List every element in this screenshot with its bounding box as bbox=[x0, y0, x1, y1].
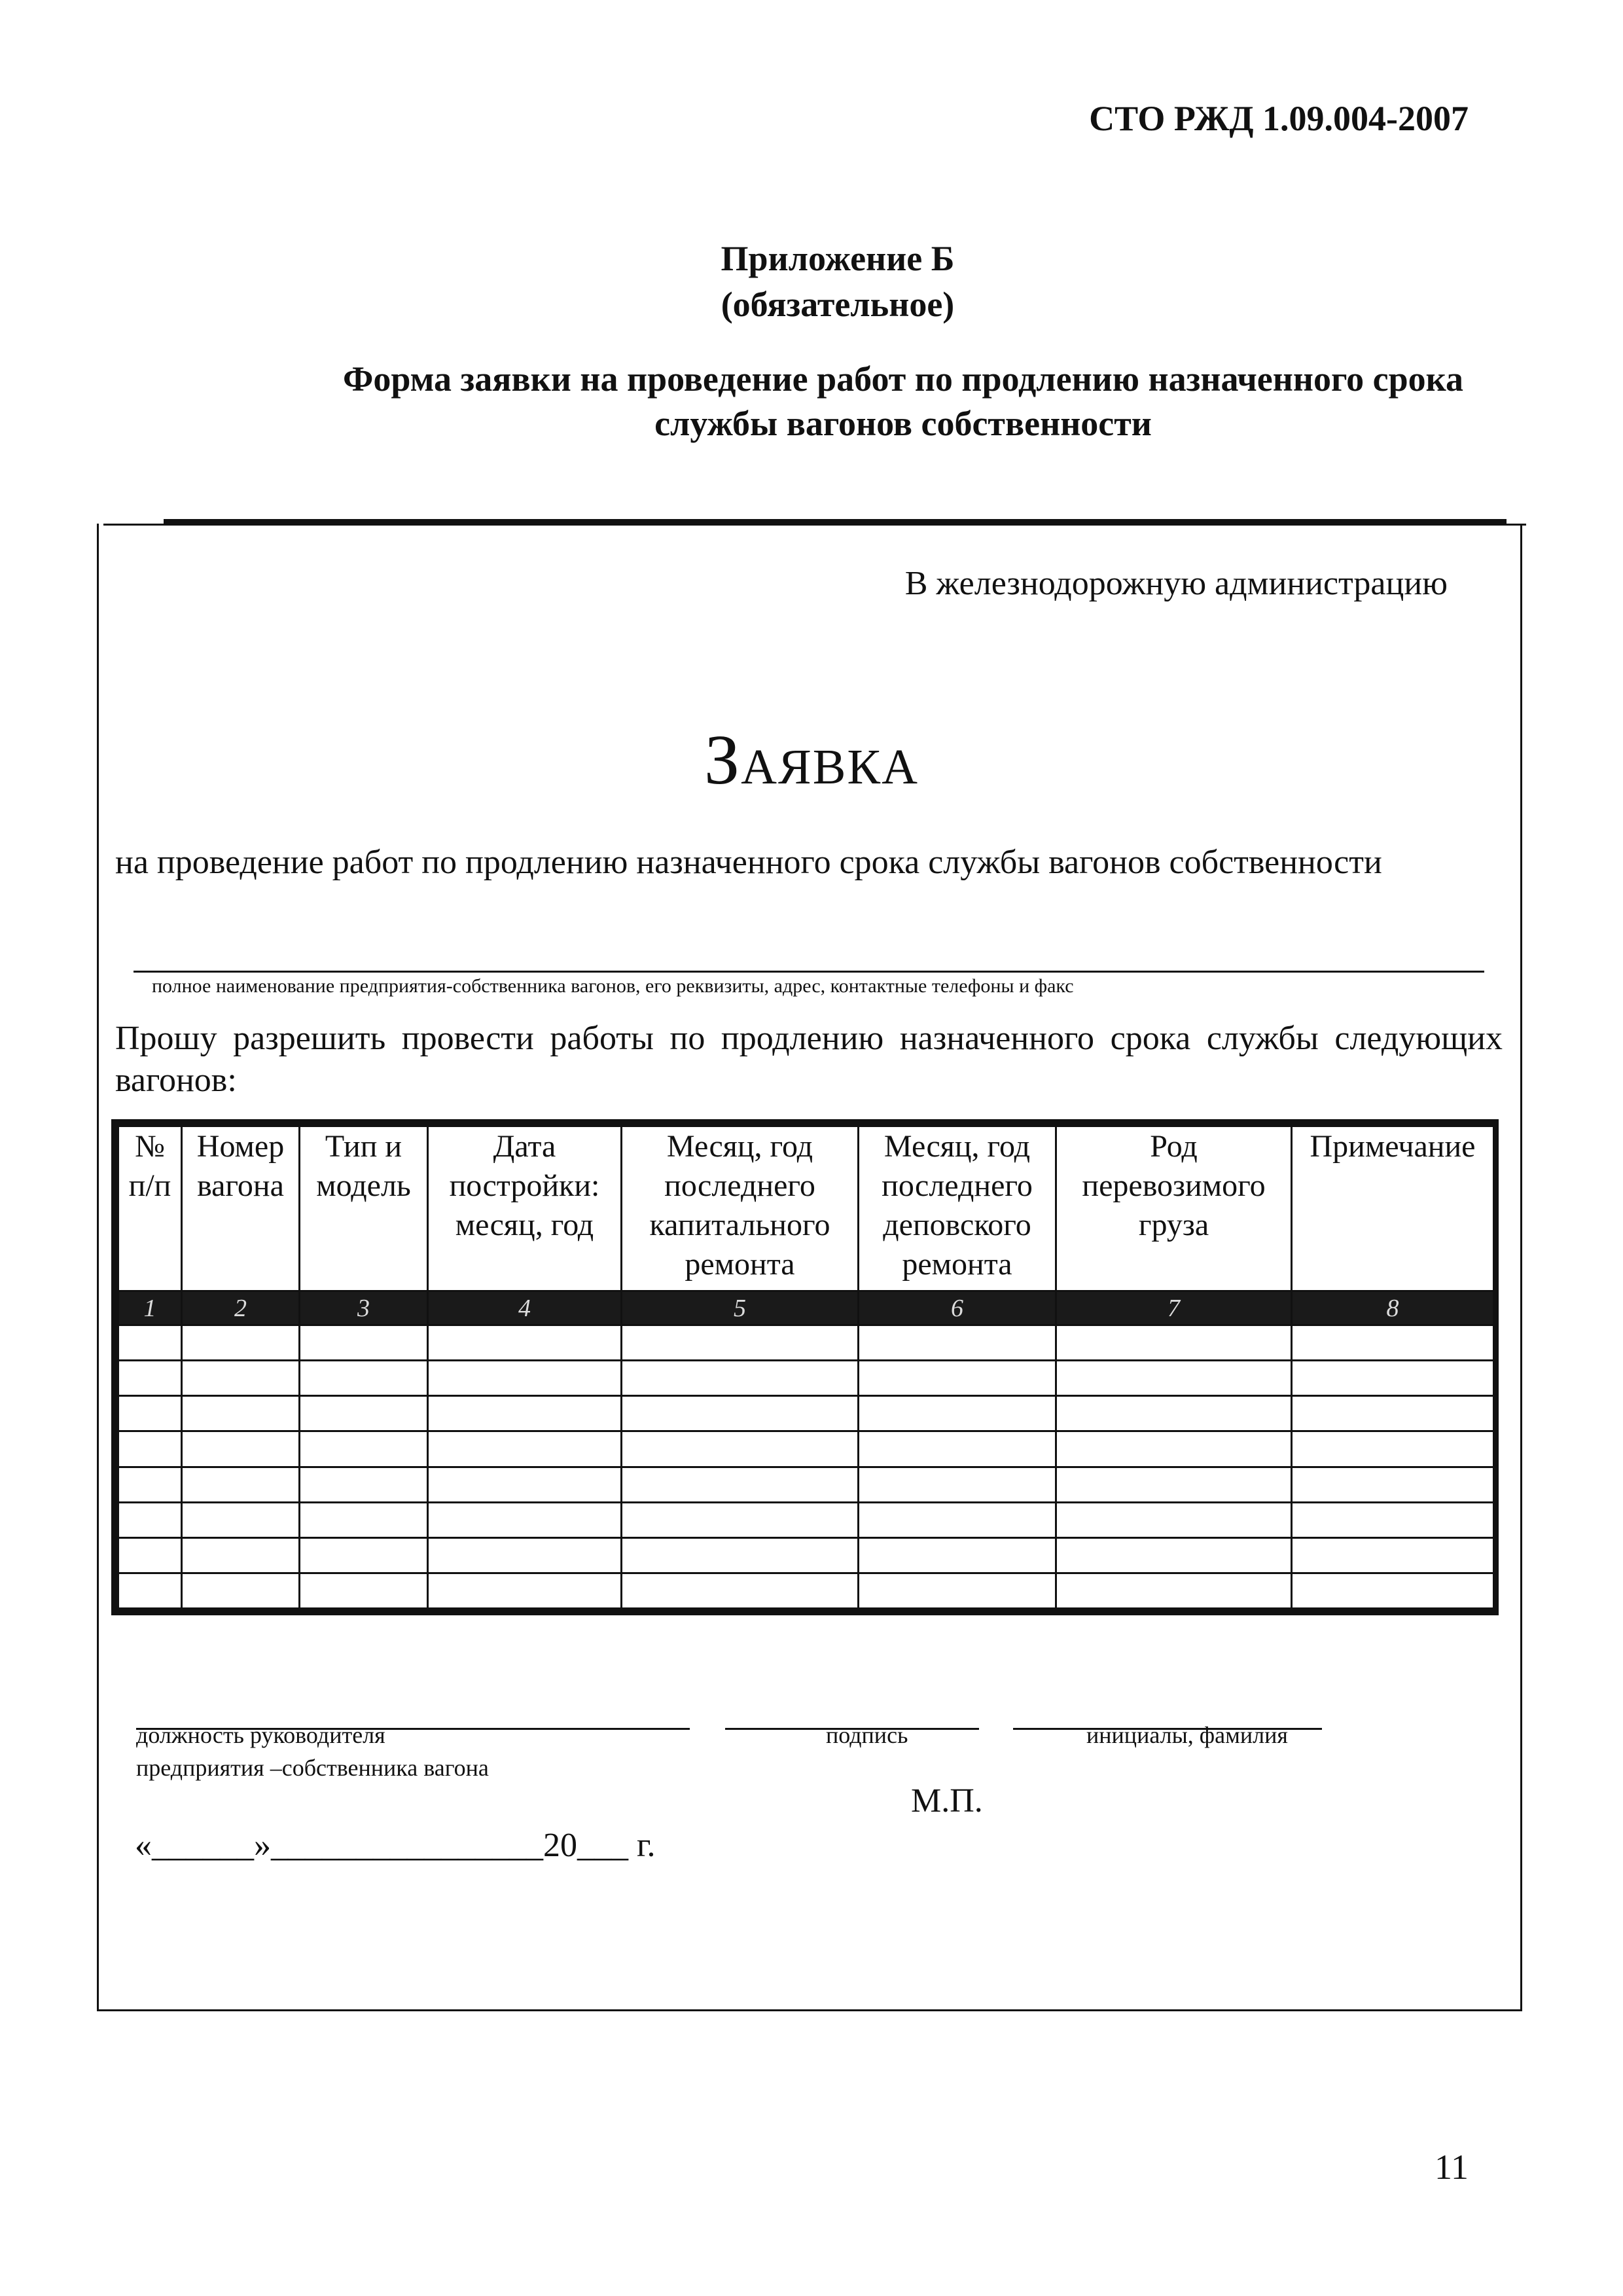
table-cell[interactable] bbox=[428, 1431, 622, 1467]
col-number-1: 1 bbox=[118, 1291, 182, 1325]
table-cell[interactable] bbox=[1292, 1573, 1494, 1608]
table-row bbox=[118, 1431, 1494, 1467]
table-cell[interactable] bbox=[182, 1502, 300, 1537]
table-row bbox=[118, 1502, 1494, 1537]
frame-top-border bbox=[103, 524, 1526, 526]
col-header-note: Примечание bbox=[1292, 1126, 1494, 1291]
table-cell[interactable] bbox=[182, 1325, 300, 1361]
col-number-4: 4 bbox=[428, 1291, 622, 1325]
table-row bbox=[118, 1396, 1494, 1431]
table-cell[interactable] bbox=[300, 1502, 428, 1537]
table-cell[interactable] bbox=[622, 1573, 859, 1608]
table-cell[interactable] bbox=[182, 1467, 300, 1502]
table-row bbox=[118, 1537, 1494, 1573]
table-cell[interactable] bbox=[118, 1573, 182, 1608]
table-cell[interactable] bbox=[118, 1502, 182, 1537]
table-cell[interactable] bbox=[859, 1573, 1056, 1608]
wagons-table-grid bbox=[117, 1125, 1495, 1609]
table-cell[interactable] bbox=[622, 1431, 859, 1467]
table-cell[interactable] bbox=[300, 1537, 428, 1573]
form-heading: Заявка bbox=[704, 721, 919, 799]
table-cell[interactable] bbox=[118, 1537, 182, 1573]
table-cell[interactable] bbox=[118, 1325, 182, 1361]
table-row bbox=[118, 1325, 1494, 1361]
col-header-capital-repair: Месяц, год последнего капитального ремонта bbox=[622, 1126, 859, 1291]
table-cell[interactable] bbox=[622, 1325, 859, 1361]
table-cell[interactable] bbox=[428, 1467, 622, 1502]
table-cell[interactable] bbox=[118, 1396, 182, 1431]
table-cell[interactable] bbox=[1292, 1537, 1494, 1573]
table-cell[interactable] bbox=[300, 1361, 428, 1396]
table-cell[interactable] bbox=[300, 1573, 428, 1608]
table-cell[interactable] bbox=[1292, 1502, 1494, 1537]
table-cell[interactable] bbox=[428, 1537, 622, 1573]
table-cell[interactable] bbox=[622, 1502, 859, 1537]
col-number-7: 7 bbox=[1056, 1291, 1292, 1325]
col-number-3: 3 bbox=[300, 1291, 428, 1325]
table-cell[interactable] bbox=[428, 1396, 622, 1431]
table-cell[interactable] bbox=[859, 1537, 1056, 1573]
table-cell[interactable] bbox=[300, 1431, 428, 1467]
owner-name-field[interactable] bbox=[134, 971, 1484, 973]
table-cell[interactable] bbox=[182, 1431, 300, 1467]
table-cell[interactable] bbox=[1056, 1361, 1292, 1396]
table-cell[interactable] bbox=[859, 1361, 1056, 1396]
col-number-5: 5 bbox=[622, 1291, 859, 1325]
table-cell[interactable] bbox=[300, 1325, 428, 1361]
col-header-wagon-number: Номер вагона bbox=[182, 1126, 300, 1291]
table-row bbox=[118, 1573, 1494, 1608]
table-cell[interactable] bbox=[1056, 1325, 1292, 1361]
request-text: Прошу разрешить провести работы по продлению назначенного срока службы следующих вагонов: bbox=[115, 1020, 1503, 1099]
col-header-cargo: Род перевозимого груза bbox=[1056, 1126, 1292, 1291]
col-number-2: 2 bbox=[182, 1291, 300, 1325]
position-caption-line2: предприятия –собственника вагона bbox=[136, 1755, 489, 1781]
addressee: В железнодорожную администрацию bbox=[904, 565, 1448, 602]
form-intro: на проведение работ по продлению назначенного срока службы вагонов собственности bbox=[115, 844, 1382, 881]
owner-field-caption: полное наименование предприятия-собственника вагонов, его реквизиты, адрес, контактные телефоны и факс bbox=[152, 975, 1074, 997]
table-cell[interactable] bbox=[1056, 1431, 1292, 1467]
form-title: Форма заявки на проведение работ по продлению назначенного срока службы вагонов собственности bbox=[343, 359, 1463, 443]
table-cell[interactable] bbox=[1056, 1396, 1292, 1431]
table-row bbox=[118, 1361, 1494, 1396]
table-cell[interactable] bbox=[1056, 1467, 1292, 1502]
signature-caption: подпись bbox=[826, 1722, 908, 1748]
table-cell[interactable] bbox=[859, 1431, 1056, 1467]
table-cell[interactable] bbox=[859, 1467, 1056, 1502]
table-cell[interactable] bbox=[428, 1502, 622, 1537]
table-cell[interactable] bbox=[428, 1361, 622, 1396]
table-cell[interactable] bbox=[1292, 1431, 1494, 1467]
table-cell[interactable] bbox=[622, 1361, 859, 1396]
table-cell[interactable] bbox=[118, 1467, 182, 1502]
table-cell[interactable] bbox=[118, 1431, 182, 1467]
table-cell[interactable] bbox=[182, 1396, 300, 1431]
table-cell[interactable] bbox=[300, 1467, 428, 1502]
table-cell[interactable] bbox=[182, 1573, 300, 1608]
table-cell[interactable] bbox=[859, 1396, 1056, 1431]
table-cell[interactable] bbox=[1292, 1467, 1494, 1502]
initials-caption: инициалы, фамилия bbox=[1086, 1722, 1288, 1748]
col-number-6: 6 bbox=[859, 1291, 1056, 1325]
col-header-build-date: Дата постройки: месяц, год bbox=[428, 1126, 622, 1291]
appendix-note: (обязательное) bbox=[721, 285, 955, 324]
table-cell[interactable] bbox=[1292, 1361, 1494, 1396]
table-cell[interactable] bbox=[428, 1573, 622, 1608]
col-header-number: № п/п bbox=[118, 1126, 182, 1291]
table-cell[interactable] bbox=[1292, 1396, 1494, 1431]
stamp-place: М.П. bbox=[911, 1782, 983, 1820]
col-number-8: 8 bbox=[1292, 1291, 1494, 1325]
appendix-title: Приложение Б bbox=[721, 239, 955, 278]
page-number: 11 bbox=[1435, 2147, 1469, 2187]
table-cell[interactable] bbox=[859, 1502, 1056, 1537]
table-cell[interactable] bbox=[118, 1361, 182, 1396]
table-cell[interactable] bbox=[859, 1325, 1056, 1361]
position-caption: должность руководителя bbox=[136, 1722, 385, 1748]
table-row bbox=[118, 1467, 1494, 1502]
table-cell[interactable] bbox=[1056, 1502, 1292, 1537]
table-cell[interactable] bbox=[1056, 1573, 1292, 1608]
col-header-type-model: Тип и модель bbox=[300, 1126, 428, 1291]
table-cell[interactable] bbox=[428, 1325, 622, 1361]
table-cell[interactable] bbox=[622, 1537, 859, 1573]
table-cell[interactable] bbox=[1292, 1325, 1494, 1361]
table-cell[interactable] bbox=[622, 1396, 859, 1431]
table-cell[interactable] bbox=[622, 1467, 859, 1502]
col-header-depot-repair: Месяц, год последнего деповского ремонта bbox=[859, 1126, 1056, 1291]
date-field[interactable]: «______»________________20___ г. bbox=[135, 1827, 656, 1864]
wagons-table bbox=[111, 1119, 1499, 1615]
table-cell[interactable] bbox=[1056, 1537, 1292, 1573]
table-cell[interactable] bbox=[182, 1537, 300, 1573]
table-cell[interactable] bbox=[182, 1361, 300, 1396]
document-code: СТО РЖД 1.09.004-2007 bbox=[1089, 99, 1469, 138]
table-cell[interactable] bbox=[300, 1396, 428, 1431]
